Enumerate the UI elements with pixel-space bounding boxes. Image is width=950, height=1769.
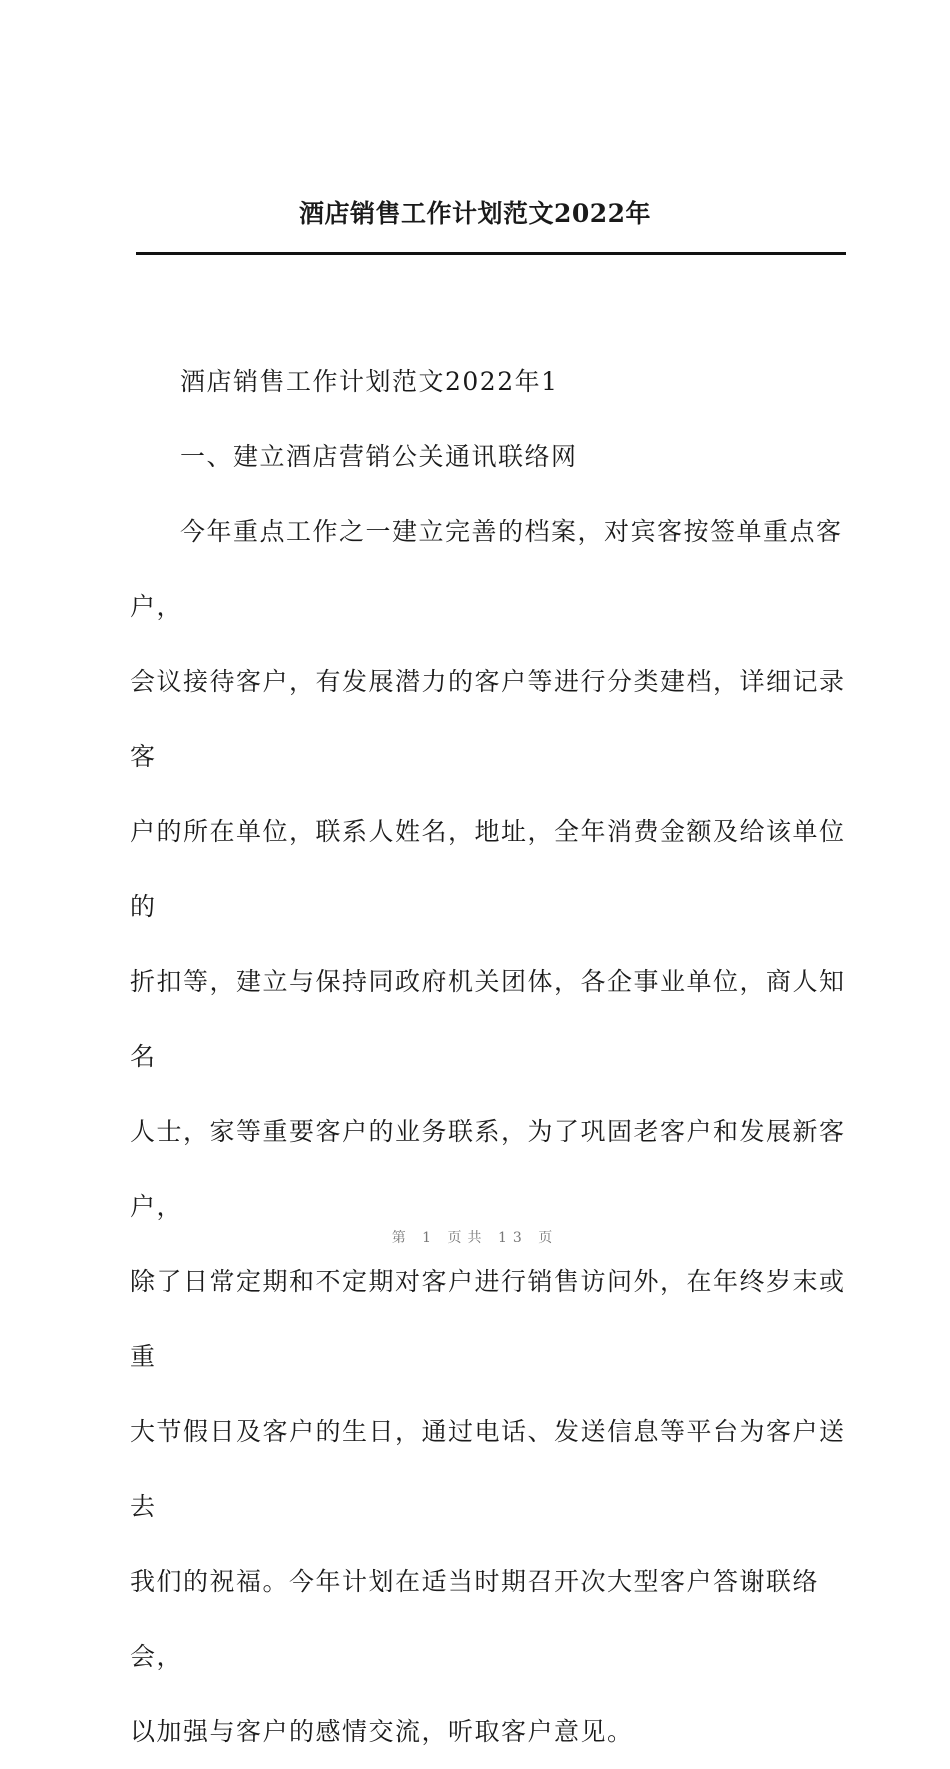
document-title: 酒店销售工作计划范文2022年 bbox=[298, 199, 652, 228]
paragraph-line: 我们的祝福。今年计划在适当时期召开次大型客户答谢联络会， bbox=[130, 1567, 820, 1671]
document-body bbox=[130, 344, 860, 1769]
paragraph-line: 以加强与客户的感情交流，听取客户意见。 bbox=[130, 1717, 634, 1746]
title-underline bbox=[136, 252, 846, 255]
paragraph-line: 除了日常定期和不定期对客户进行销售访问外，在年终岁末或重 bbox=[130, 1267, 846, 1371]
section-heading: 一、建立酒店营销公关通讯联络网 bbox=[180, 442, 578, 471]
paragraph-line: 户的所在单位，联系人姓名，地址，全年消费金额及给该单位的 bbox=[130, 817, 846, 921]
page-footer: 第 1 页共 13 页 bbox=[391, 1230, 559, 1246]
section-subtitle: 酒店销售工作计划范文2022年1 bbox=[180, 367, 559, 396]
paragraph-line: 人士，家等重要客户的业务联系，为了巩固老客户和发展新客户， bbox=[130, 1117, 846, 1221]
paragraph-line: 折扣等，建立与保持同政府机关团体，各企事业单位，商人知名 bbox=[130, 967, 846, 1071]
paragraph-line: 今年重点工作之一建立完善的档案，对宾客按签单重点客户， bbox=[130, 517, 843, 621]
paragraph-line: 会议接待客户，有发展潜力的客户等进行分类建档，详细记录客 bbox=[130, 667, 846, 771]
paragraph-line: 大节假日及客户的生日，通过电话、发送信息等平台为客户送去 bbox=[130, 1417, 846, 1521]
